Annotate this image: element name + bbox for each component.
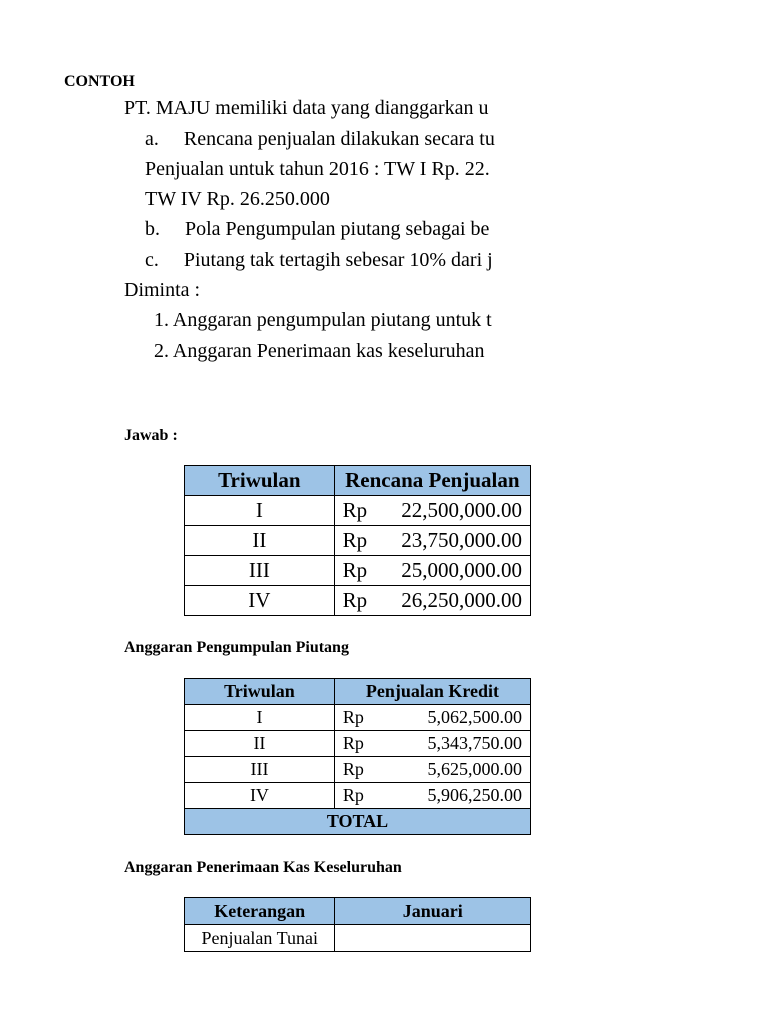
diminta-label: Diminta : [124,279,201,301]
quarter-cell: III [185,556,335,586]
amount-value: 5,625,000.00 [427,759,522,779]
amount-value: 5,062,500.00 [427,707,522,727]
currency-label: Rp [342,733,364,753]
sales-plan-table [184,465,531,616]
quarter-cell: II [185,526,335,556]
table-row [185,783,531,809]
task-1: 1. Anggaran pengumpulan piutang untuk t [154,309,492,331]
currency-label: Rp [342,588,368,612]
currency-label: Rp [342,759,364,779]
header-triwulan: Triwulan [185,679,335,705]
section-title-piutang: Anggaran Pengumpulan Piutang [124,639,349,656]
problem-intro: PT. MAJU memiliki data yang dianggarkan u [124,97,489,119]
problem-line-a2: Penjualan untuk tahun 2016 : TW I Rp. 22. [145,158,490,180]
quarter-cell: II [185,731,335,757]
problem-line-a3: TW IV Rp. 26.250.000 [145,188,330,210]
table-row [185,757,531,783]
table-row [185,925,531,952]
amount-cell [334,731,530,757]
amount-cell [334,496,530,526]
currency-label: Rp [342,785,364,805]
header-januari: Januari [335,898,531,925]
header-keterangan: Keterangan [185,898,335,925]
amount-value: 22,500,000.00 [401,498,522,522]
amount-value: 23,750,000.00 [401,528,522,552]
amount-cell [334,705,530,731]
amount-value: 5,906,250.00 [427,785,522,805]
section-title-kas: Anggaran Penerimaan Kas Keseluruhan [124,859,402,876]
table-header-row [185,466,531,496]
quarter-cell: III [185,757,335,783]
table-header-row [185,679,531,705]
quarter-cell: IV [185,783,335,809]
jawab-label: Jawab : [124,427,178,444]
heading: CONTOH [64,73,135,90]
currency-label: Rp [342,707,364,727]
currency-label: Rp [342,558,368,582]
table-row [185,556,531,586]
amount-value: 5,343,750.00 [427,733,522,753]
header-penjualan-kredit: Penjualan Kredit [334,679,530,705]
quarter-cell: IV [185,586,335,616]
problem-line-c: c. Piutang tak tertagih sebesar 10% dari j [145,249,493,271]
task-2: 2. Anggaran Penerimaan kas keseluruhan [154,340,485,362]
currency-label: Rp [342,528,368,552]
value-cell [335,925,531,952]
table-row [185,705,531,731]
table-header-row [185,898,531,925]
amount-cell [334,556,530,586]
amount-cell [334,526,530,556]
amount-cell [334,757,530,783]
cash-receipts-table [184,897,531,952]
table-row [185,586,531,616]
quarter-cell: I [185,496,335,526]
amount-value: 26,250,000.00 [401,588,522,612]
currency-label: Rp [342,498,368,522]
table-row [185,526,531,556]
table-row [185,496,531,526]
amount-cell [334,783,530,809]
problem-line-a: a. Rencana penjualan dilakukan secara tu [145,128,495,150]
table-row [185,731,531,757]
header-triwulan: Triwulan [185,466,335,496]
total-row [185,809,531,835]
total-label: TOTAL [185,809,531,835]
credit-sales-table [184,678,531,835]
amount-cell [334,586,530,616]
label-cell: Penjualan Tunai [185,925,335,952]
header-rencana-penjualan: Rencana Penjualan [334,466,530,496]
amount-value: 25,000,000.00 [401,558,522,582]
quarter-cell: I [185,705,335,731]
problem-line-b: b. Pola Pengumpulan piutang sebagai be [145,218,490,240]
